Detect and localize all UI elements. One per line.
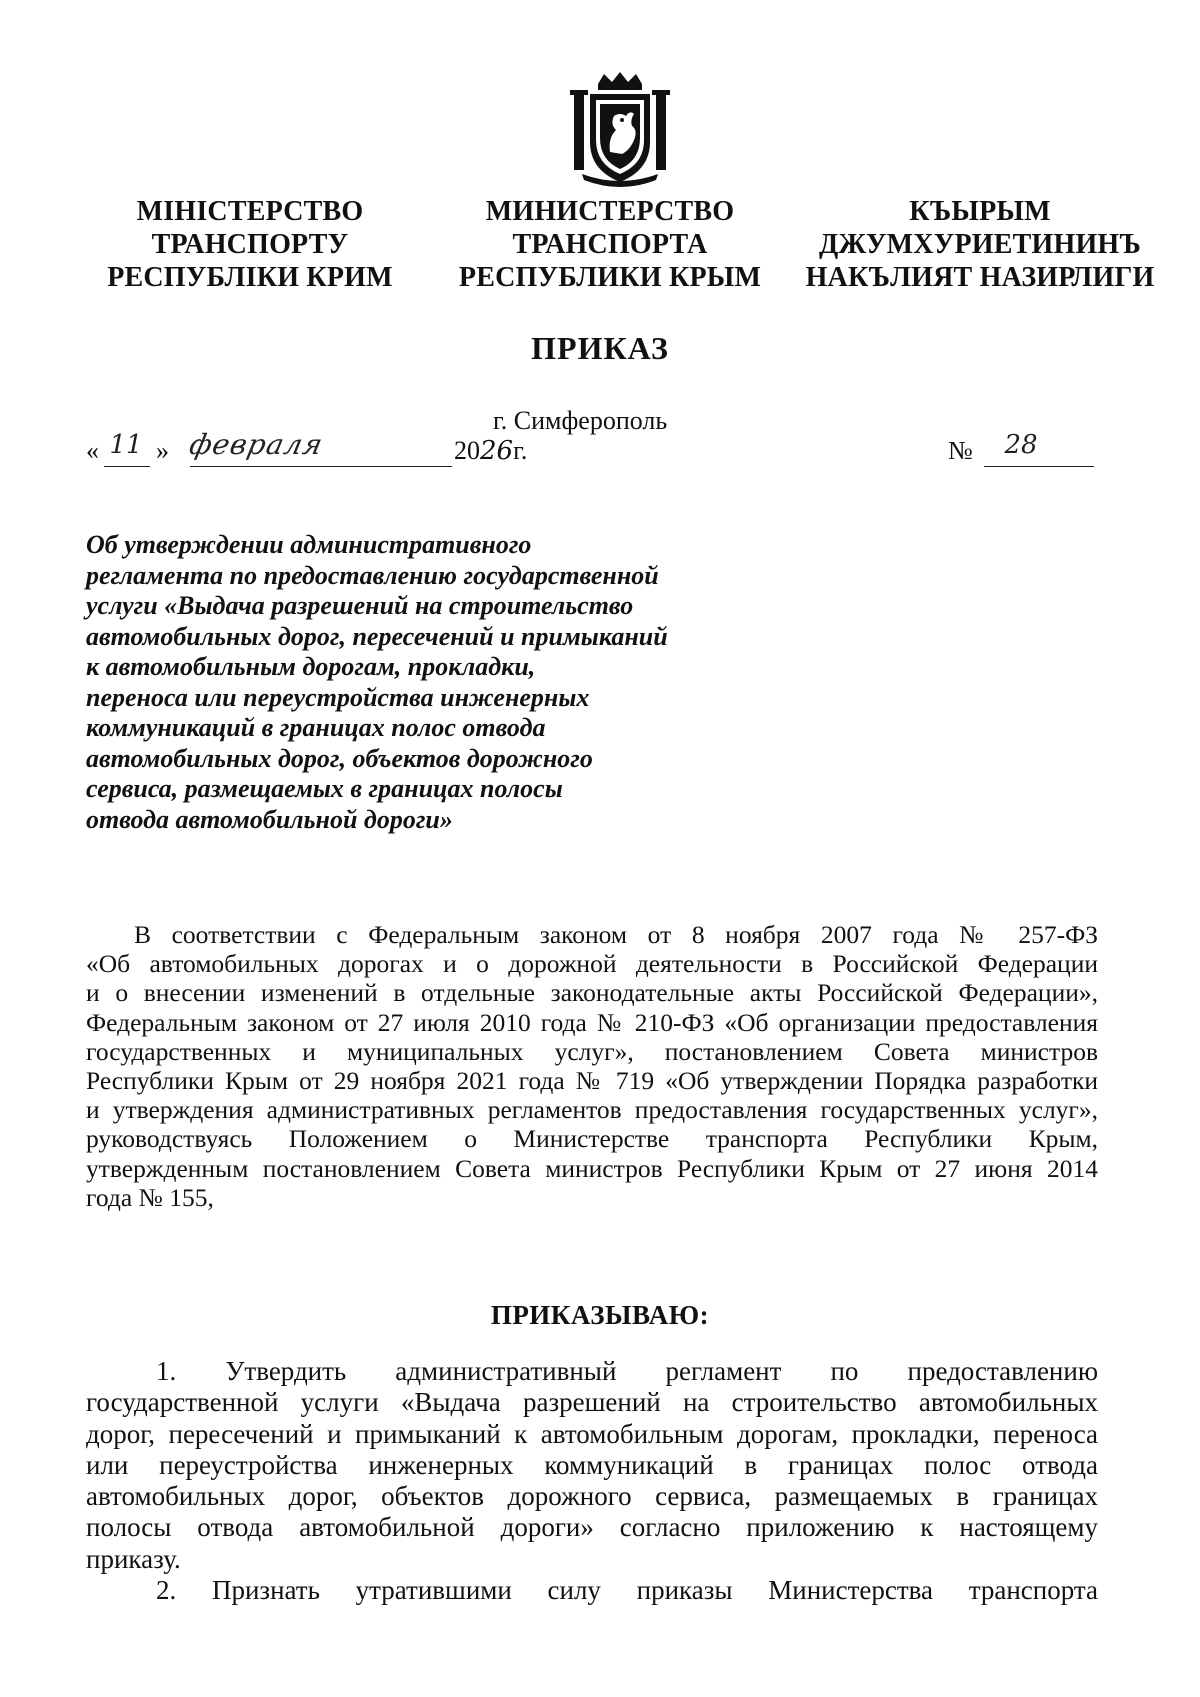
preamble-line: Федеральным законом от 27 июля 2010 года № 210-ФЗ «Об организации предоставления (86, 1007, 1098, 1037)
city-label: г. Симферополь (493, 406, 668, 435)
subject-line: автомобильных дорог, пересечений и примыканий (86, 621, 668, 651)
subject-line: Об утверждении административного (86, 530, 532, 559)
preamble-line: В соответствии с Федеральным законом от 8 ноября 2007 года № 257-ФЗ (134, 920, 1098, 949)
order-number-label: № (948, 436, 973, 465)
header-line: МІНІСТЕРСТВО (136, 196, 364, 227)
order-items (86, 1356, 1098, 1606)
preamble-line: руководствуясь Положением о Министерстве транспорта Республики Крым, (86, 1124, 1098, 1154)
item-line: приказу. (86, 1543, 181, 1574)
date-day: 11 (109, 430, 143, 460)
header-line: МИНИСТЕРСТВО (485, 196, 735, 227)
item-line: полосы отвода автомобильной дороги» согласно приложению к настоящему (86, 1512, 1098, 1543)
header-russian (435, 195, 785, 294)
header-line: ДЖУМХУРИЕТИНИНЪ (818, 229, 1142, 260)
subject-line: услуги «Выдача разрешений на строительство (86, 591, 634, 620)
subject-line: регламента по предоставлению государственной (86, 560, 659, 590)
order-number-underline (984, 466, 1094, 467)
date-close-quote: » (156, 436, 169, 465)
date-month-underline (190, 466, 452, 467)
date-month: февраля (186, 428, 327, 461)
preamble-line: и утверждения административных регламентов предоставления государственных услуг», (86, 1095, 1098, 1125)
header-line: ТРАНСПОРТА (512, 229, 708, 260)
date-line (86, 428, 1086, 476)
order-number: 28 (1004, 430, 1038, 460)
subject-line: сервиса, размещаемых в границах полосы (86, 774, 563, 803)
preamble-paragraph (86, 920, 1098, 1212)
order-heading: ПРИКАЗЫВАЮ: (490, 1300, 710, 1330)
preamble-line: «Об автомобильных дорогах и о дорожной деятельности в Российской Федерации (86, 949, 1098, 979)
subject-line: переноса или переустройства инженерных (86, 682, 590, 712)
item-line: или переустройства инженерных коммуникаций в границах полос отвода (86, 1449, 1098, 1480)
header-line: КЪЫРЫМ (909, 196, 1051, 227)
item-line: 2. Признать утратившими силу приказы Министерства транспорта (156, 1575, 1098, 1606)
date-open-quote: « (86, 436, 99, 465)
date-year-end: г. (513, 436, 528, 465)
item-line: дорог, пересечений и примыканий к автомобильным дорогам, прокладки, переноса (86, 1418, 1098, 1449)
item-line: автомобильных дорог, объектов дорожного сервиса, размещаемых в границах (86, 1481, 1098, 1512)
date-year-prefix: 20 (454, 436, 480, 465)
order-subject (86, 530, 726, 835)
preamble-line: года № 155, (86, 1182, 214, 1212)
header-line: РЕСПУБЛІКИ КРИМ (107, 262, 393, 293)
subject-line: отвода автомобильной дороги» (86, 804, 453, 834)
preamble-line: утвержденным постановлением Совета министров Республики Крым от 27 июня 2014 (86, 1153, 1098, 1183)
preamble-line: Республики Крым от 29 ноября 2021 года № 719 «Об утверждении Порядка разработки (86, 1066, 1098, 1096)
item-line: государственной услуги «Выдача разрешений на строительство автомобильных (86, 1387, 1098, 1418)
date-year-suffix: 26 (480, 436, 514, 466)
subject-line: коммуникаций в границах полос отвода (86, 713, 546, 742)
ministry-header (90, 195, 1155, 295)
date-day-underline (104, 466, 150, 467)
subject-line: автомобильных дорог, объектов дорожного (86, 743, 593, 773)
document-title: ПРИКАЗ (531, 330, 669, 366)
item-line: 1. Утвердить административный регламент по предоставлению (156, 1356, 1098, 1386)
subject-line: к автомобильным дорогам, прокладки, (86, 652, 536, 681)
crimea-coat-of-arms-icon (560, 70, 680, 190)
preamble-line: государственных и муниципальных услуг», постановлением Совета министров (86, 1036, 1098, 1066)
preamble-line: и о внесении изменений в отдельные законодательные акты Российской Федерации», (86, 978, 1098, 1008)
header-ukrainian (90, 195, 410, 294)
header-line: ТРАНСПОРТУ (151, 229, 349, 260)
header-crimean-tatar (790, 195, 1170, 294)
date-year (454, 436, 527, 466)
header-line: НАКЪЛИЯТ НАЗИРЛИГИ (805, 262, 1155, 293)
header-line: РЕСПУБЛИКИ КРЫМ (458, 262, 762, 293)
